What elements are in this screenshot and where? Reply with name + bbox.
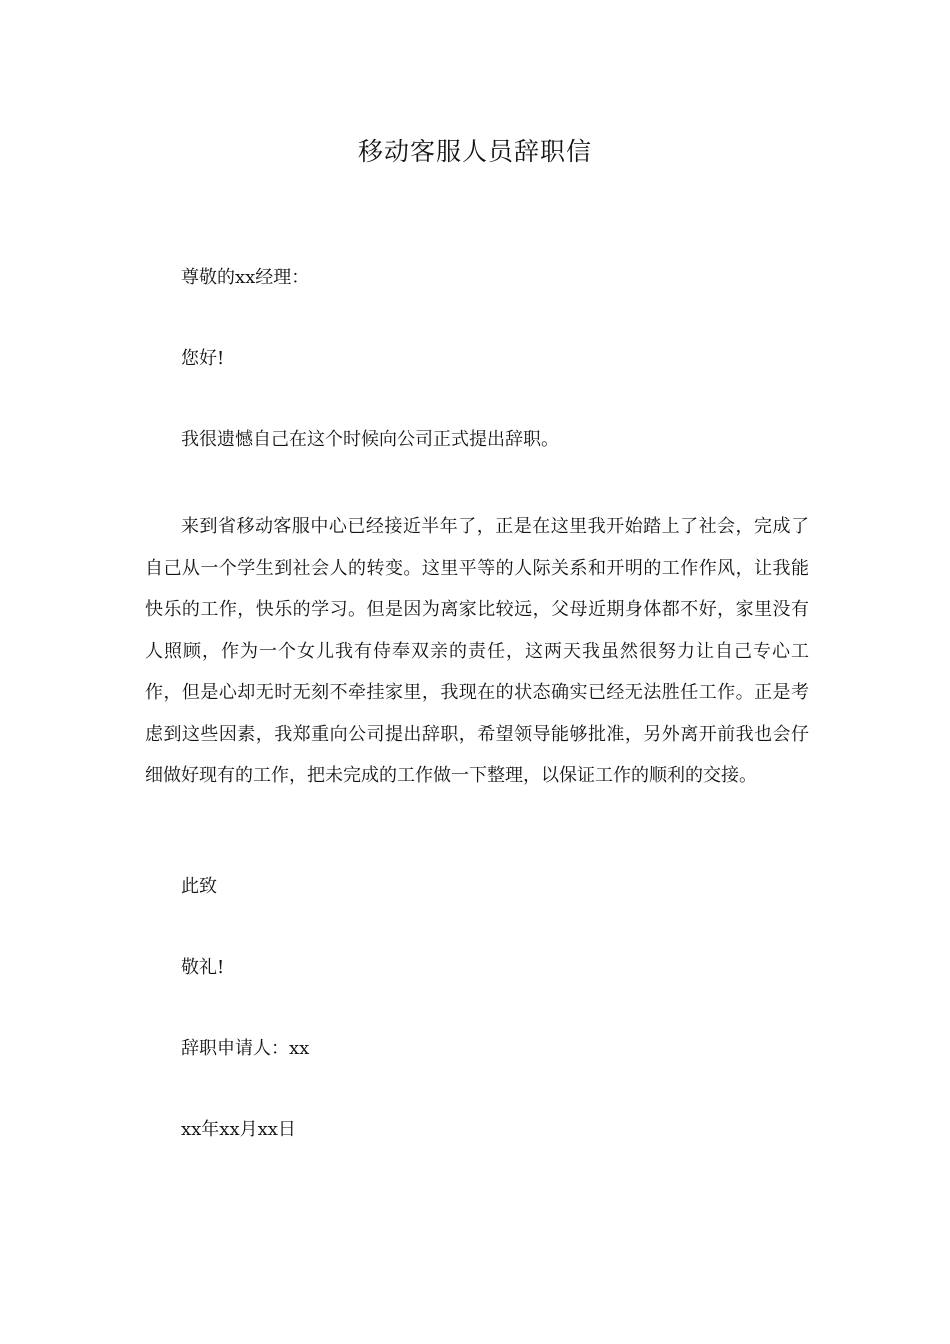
body-paragraph: 来到省移动客服中心已经接近半年了，正是在这里我开始踏上了社会，完成了自己从一个学生到社会人的转变。这里平等的人际关系和开明的工作作风，让我能快乐的工作，快乐的学习。但是因为离家比较远，父母近期身体都不好，家里没有人照顾，作为一个女儿我有侍奉双亲的责任，这两天我虽然很努力让自己专心工作，但是心却无时无刻不牵挂家里，我现在的状态确实已经无法胜任工作。正是考虑到这些因素，我郑重向公司提出辞职，希望领导能够批准，另外离开前我也会仔细做好现有的工作，把未完成的工作做一下整理，以保证工作的顺利的交接。 xyxy=(145,516,809,786)
closing-line-1: 此致 xyxy=(181,876,217,897)
closing-line-2: 敬礼! xyxy=(181,957,225,978)
opening-paragraph: 我很遗憾自己在这个时候向公司正式提出辞职。 xyxy=(181,429,559,450)
letter-date: xx年xx月xx日 xyxy=(181,1119,296,1140)
greeting: 您好! xyxy=(181,348,225,369)
document-title: 移动客服人员辞职信 xyxy=(357,137,592,166)
salutation: 尊敬的xx经理： xyxy=(181,267,310,288)
applicant-signature: 辞职申请人：xx xyxy=(181,1038,310,1059)
